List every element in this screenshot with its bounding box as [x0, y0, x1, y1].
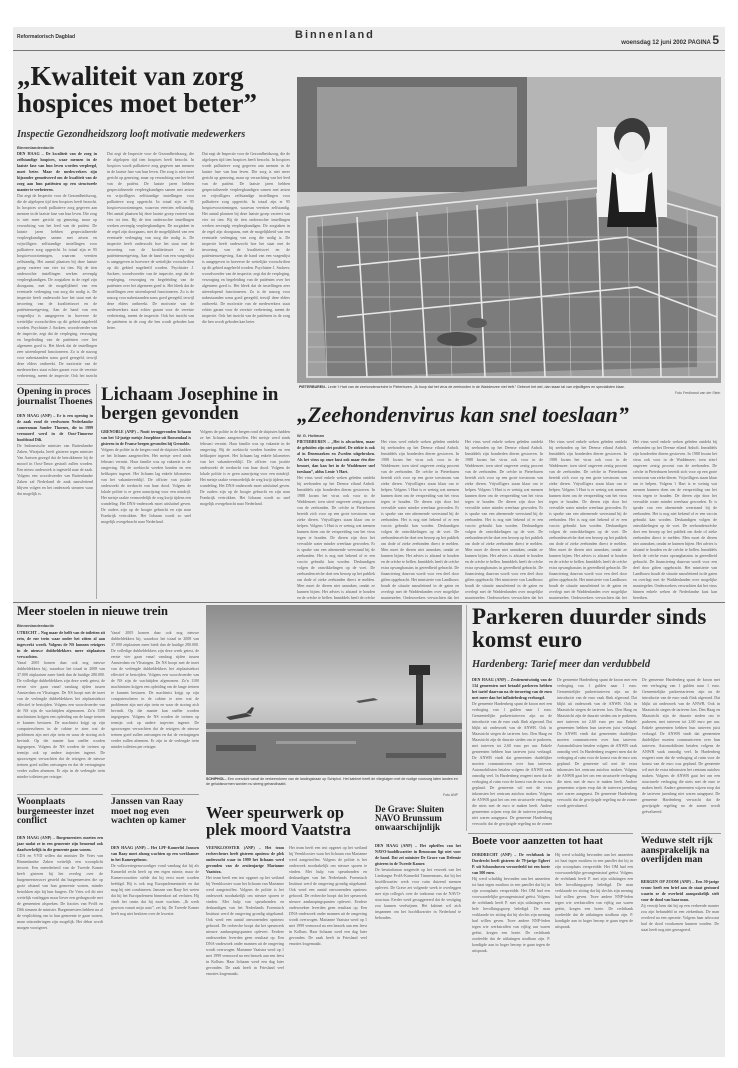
aanzetten-lead: DORDRECHT (ANP) – De rechtbank in Dordrecht heeft gisteren de 79-jarige Egbert P. uit Schoonhoven veroordeeld tot een boete van 500 euro. — [472, 852, 550, 875]
page-header — [13, 27, 725, 51]
schiphol-caption-label: SCHIPHOL — [206, 777, 225, 781]
raay-lead: DEN HAAG (ANP) – Het LPF-Kamerlid Janssen van Raay moet alsnog wachten op een werkkamer in het Kamergebouw. — [111, 845, 199, 862]
virus-text-col-3 — [465, 439, 543, 599]
virus-headline: „Zeehondenvirus kan snel toeslaan” — [297, 402, 629, 427]
raay-body: De volksvertegenwoordiger vond vandaag dat hij als Kamerlid recht heeft op een eigen ruimte, maar de Kamervoorzitter stelde dat hij eerst moet worden beëdigd. Hij is ook nog Europarlementariër en dat mag hij niet combineren. Janssen van Raay liet weten dat hij het Europarlement binnenkort zal verlaten. Hij vindt het onzin dat hij moet wachten. „Ik werk gewoon vanuit mijn auto”, zei hij. De Tweede Kamer heeft nog niet besloten over de kwestie. — [111, 863, 199, 916]
page-date: woensdag 12 juni 2002 PAGINA 5 — [621, 33, 719, 47]
parkeren-body-cont: De gemeente Hardenberg spant de kroon met een verhoging van 1 gulden naar 1 euro. Gemeentelijke parkeertarieven zijn na de introductie van de euro vaak flink afgerond. Dat blijkt uit onderzoek van de ANWB. Ook in Maastricht stegen de tarieven fors. Den Haag en Maastricht zijn de duurste steden om te parkeren, met tarieven tot 2,60 euro per uur. Enkele gemeenten hebben hun tarieven juist verlaagd. De ANWB vindt dat gemeenten duidelijker moeten communiceren over hun tarieven. Automobilisten betalen volgens de ANWB vaak onnodig veel. In Hardenberg reageert men dat de verhoging al ruim voor de komst van de euro was gepland. De gemeente wil met de extra inkomsten het centrum autoluw maken. Volgens de ANWB gaat het om een structurele verhoging die niets met de euro te maken heeft. Andere gemeenten wijzen erop dat de tarieven jarenlang niet waren aangepast. De gemeente Hardenberg verwacht dat de gewijzigde regeling na de zomer wordt geëvalueerd. — [557, 677, 637, 808]
virus-text-col-4 — [549, 439, 627, 599]
hospices-subhead: Inspectie Gezondheidszorg looft motivatie medewerkers — [17, 129, 246, 140]
seal-photo-caption-text: – Lenie 't Hart van de zeehondencrèche in Pieterburen. „Ik hoop dat het virus de zeehonden in de Waddenzee niet treft.” Gebeurt het wel, dan staan tal van vrijwilligers en specialisten klaar. — [324, 385, 625, 389]
parkeren-text-col-1 — [472, 677, 552, 827]
woonplaats-headline: Woonplaats burgemeester inzet conflict — [17, 797, 95, 826]
weduwe-rule — [641, 833, 721, 834]
weduwe-lead: BERGEN OP ZOOM (ANP) – Een 50-jarige vrouw heeft een brief aan de staat gestuurd waarin ze de overheid aansprakelijk stelt voor de dood van haar man. — [641, 879, 719, 902]
schiphol-photo-credit: Foto ANP — [443, 793, 458, 797]
josephine-body-cont: Volgens de politie in de bergen rond de skipistes hadden ze het lichaam aangetroffen. Het meisje werd sinds februari vermist. Haar familie was op vakantie in de omgeving. Bij de zoektocht werden honden en een helikopter ingezet. Het lichaam lag enkele kilometers van het vakantieverblijf. De officier van justitie onderzoekt de toedracht van haar dood. Volgens de lokale politie is er geen aanwijzing voor een misdrijf. Het meisje raakte vermoedelijk de weg kwijt tijdens een wandeling. Het DNA-onderzoek moet uitsluitsel geven. De ouders zijn op de hoogte gebracht en zijn naar Frankrijk vertrokken. Het lichaam wordt zo snel mogelijk overgebracht naar Nederland. — [200, 429, 290, 506]
virus-body-cont-2: Het virus werd enkele weken geleden ontdekt bij zeehonden op het Deense eiland Anholt. Inmiddels zijn honderden dieren gestorven. In 1988 kwam het virus ook voor in de Waddenzee; toen stierf ongeveer zestig procent van de zeehonden. De crèche in Pieterburen bereidt zich voor op een grote toestroom van zieke dieren. Vrijwilligers staan klaar om te helpen. Volgens 't Hart is er weinig wat mensen kunnen doen om de verspreiding van het virus tegen te houden. De dieren zijn door het vervuilde water minder weerbaar geworden. Er is sprake van een afnemende weerstand bij de zeehonden. Het is nog niet bekend of er een vaccin gebruikt kan worden. Deskundigen volgen de ontwikkelingen op de voet. De zeehondencrèche doet een beroep op het publiek om dode of zieke zeehonden direct te melden. Men moet de dieren niet aanraken, omdat ze kunnen bijten. Het advies is afstand te houden en de crèche te bellen. Inmiddels heeft de crèche extra opvangbassins in gereedheid gebracht. De financiering daarvan wordt voor een deel door giften opgebracht. Het ministerie van Landbouw houdt de situatie nauwlettend in de gaten en overlegt met de Waddenlanden over mogelijke maatregelen. Onderzoekers verwachten dat het — [465, 439, 543, 599]
parkeren-subhead: Hardenberg: Tarief meer dan verdubbeld — [472, 659, 651, 670]
virus-body-cont-1: Het virus werd enkele weken geleden ontdekt bij zeehonden op het Deense eiland Anholt. Inmiddels zijn honderden dieren gestorven. In 1988 kwam het virus ook voor in de Waddenzee; toen stierf ongeveer zestig procent van de zeehonden. De crèche in Pieterburen bereidt zich voor op een grote toestroom van zieke dieren. Vrijwilligers staan klaar om te helpen. Volgens 't Hart is er weinig wat mensen kunnen doen om de verspreiding van het virus tegen te houden. De dieren zijn door het vervuilde water minder weerbaar geworden. Er is sprake van een afnemende weerstand bij de zeehonden. Het is nog niet bekend of er een vaccin gebruikt kan worden. Deskundigen volgen de ontwikkelingen op de voet. De zeehondencrèche doet een beroep op het publiek om dode of zieke zeehonden direct te melden. Men moet de dieren niet aanraken, omdat ze kunnen bijten. Het advies is afstand te houden en de crèche te bellen. Inmiddels heeft de crèche extra opvangbassins in gereedheid gebracht. De financiering daarvan wordt voor een deel door giften opgebracht. Het ministerie van Landbouw houdt de situatie nauwlettend in de gaten en overlegt met de Waddenlanden over mogelijke maatregelen. Onderzoekers verwachten dat het — [381, 439, 459, 599]
stoelen-text-col-2 — [111, 630, 199, 790]
schiphol-image — [206, 605, 462, 775]
stoelen-lead: UTRECHT – Nog maar de helft van de toiletten zit erin, de ene trein waar onder het zitten al aan ingewerkt wordt. Volgens de NS kunnen reizigers in de nieuwe dubbeldekkers meer zitplaatsen verwachten. — [17, 630, 105, 659]
stoelen-headline: Meer stoelen in nieuwe trein — [17, 604, 168, 618]
thoenes-text — [17, 413, 93, 597]
seal-photo-caption-label: PIETERBUREN — [299, 385, 325, 389]
aanzetten-body-cont: Hij werd schuldig bevonden aan het aanzetten tot haat tegen moslims in een pamflet dat hij in zijn woonplaats verspreidde. Het OM had een voorwaardelijke gevangenisstraf geëist. Volgens de rechtbank heeft P. met zijn uitlatingen een hele bevolkingsgroep beledigd. De man verklaarde ter zitting dat hij slechts zijn mening had willen geven. Twee andere NNP-leden tegen wie werkstraffen van vijftig uur waren geëist, kregen een boete. De rechtbank oordeelde dat de uitlatingen strafbaar zijn. P. kondigde aan in hoger beroep te gaan tegen de uitspraak. — [555, 852, 633, 929]
parkeren-text-col-3 — [642, 677, 720, 827]
navo-headline: De Grave: Sluiten NAVO Brunssum onwaarschijnlijk — [375, 804, 444, 832]
virus-byline: W. G. Holtman — [297, 433, 325, 438]
hospices-headline: „Kwaliteit van zorg hospices moet beter” — [17, 61, 257, 118]
thoenes-rule — [17, 384, 89, 385]
schiphol-caption-text: – Een overzicht vanaf de verkeerstoren van de landingsbaan op Schiphol. Het kabinet heeft de vliegtuigen met de nodige voorzorg laten landen en de geluidsnormen worden nu streng gehandhaafd. — [206, 777, 458, 786]
woonplaats-body: CDA en VVD willen dat minister De Vries van Binnenlandse Zaken wettelijk een woonplicht invoert. Een meerderheid van de Tweede Kamer heeft gisteren bij het overleg over de burgemeesterswet gesteld dat burgemeesters die op grote afstand van hun gemeente wonen, minder betrokken zijn bij hun burgers. De Vries wil dit niet wettelijk vastleggen maar liever een gedragscode met de gemeenten afspreken. De fracties van PvdA en D66 steunen de minister. Burgemeesters hebben nu al de verplichting om in hun gemeente te gaan wonen, maar uitzonderingen zijn mogelijk. Het debat wordt morgen voortgezet. — [17, 853, 103, 930]
stoelen-text-col-1 — [17, 630, 105, 790]
raay-text — [111, 845, 199, 1053]
virus-text-col-5 — [633, 439, 717, 599]
virus-body-cont-3: Het virus werd enkele weken geleden ontdekt bij zeehonden op het Deense eiland Anholt. Inmiddels zijn honderden dieren gestorven. In 1988 kwam het virus ook voor in de Waddenzee; toen stierf ongeveer zestig procent van de zeehonden. De crèche in Pieterburen bereidt zich voor op een grote toestroom van zieke dieren. Vrijwilligers staan klaar om te helpen. Volgens 't Hart is er weinig wat mensen kunnen doen om de verspreiding van het virus tegen te houden. De dieren zijn door het vervuilde water minder weerbaar geworden. Er is sprake van een afnemende weerstand bij de zeehonden. Het is nog niet bekend of er een vaccin gebruikt kan worden. Deskundigen volgen de ontwikkelingen op de voet. De zeehondencrèche doet een beroep op het publiek om dode of zieke zeehonden direct te melden. Men moet de dieren niet aanraken, omdat ze kunnen bijten. Het advies is afstand te houden en de crèche te bellen. Inmiddels heeft de crèche extra opvangbassins in gereedheid gebracht. De financiering daarvan wordt voor een deel door giften opgebracht. Het ministerie van Landbouw houdt de situatie nauwlettend in de gaten en overlegt met de Waddenlanden over mogelijke maatregelen. Onderzoekers verwachten dat het — [549, 439, 627, 599]
virus-text-col-2 — [381, 439, 459, 599]
header-rule — [13, 50, 725, 51]
woonplaats-lead: DEN HAAG (ANP) – Burgemeesters moeten een jaar nadat ze in een gemeente zijn benoemd ook daadwerkelijk in die gemeente gaan wonen. — [17, 835, 103, 852]
raay-rule — [111, 794, 199, 795]
thoenes-body: De Indonesische minister van Buitenlandse Zaken, Wirajuda, heeft gisteren tegen minister Van Aartsen gezegd dat de betrokkenen bij de moord in Oost-Timor gestraft zullen worden. Een nieuw onderzoek is ingesteld naar de zaak. Volgens een woordvoerder van Buitenlandse Zaken zal Nederland de zaak nauwlettend blijven volgen en het onderzoek steunen waar dat mogelijk is. — [17, 443, 93, 496]
mid-page-rule — [13, 602, 725, 603]
hospices-text-col-1 — [17, 151, 97, 379]
seal-creche-image — [297, 77, 721, 383]
navo-text — [375, 843, 461, 1053]
stoelen-body: Vanaf 2005 komen daar ook nog nieuwe dubbeldekkers bij, waardoor het totaal in 2008 van 37.000 zitplaatsen meer biedt dan de huidige 280.000. De volledige dubbeldekkers zijn deze week getest, de eerste vier gaan vanaf vandaag rijden tussen Amsterdam en Vlissingen. De NS hoopt met de inzet van de verlengde dubbeldekkers het zitplaatstekort effectief te bestrijden. Volgens een woordvoerder van de NS zijn de wachttijden afgenomen. Zo'n 1100 machinisten krijgen een opleiding om de lange treinen te kunnen besturen. De machinist krijgt op zijn computerscherm in de cabine te zien wat de problemen zijn met zijn trein en waar de storing zich bevindt. Op die manier kan sneller worden ingegrepen. Volgens de NS worden de treinen op termijn ook op andere trajecten ingezet. De spoorwegen verwachten dat de reizigers de nieuwe treinen goed zullen ontvangen en dat de vertragingen verder zullen afnemen. Er zijn in de verlengde trein minder toiletten per reiziger. — [17, 660, 105, 779]
woonplaats-rule — [17, 794, 103, 795]
aanzetten-rule — [468, 833, 633, 834]
parkeren-text-col-2 — [557, 677, 637, 827]
hospices-body-cont: Dat zegt de Inspectie voor de Gezondheidszorg, die de afgelopen tijd tien hospices heeft bezocht. In hospices wordt palliatieve zorg gegeven aan mensen in de laatste fase van hun leven. Die zorg is niet meer gericht op genezing, maar op verzachting van het leed van de patiënt. De laatste jaren hebben gespecialiseerde verpleegkundigen samen met artsen en vrijwilligers zelfstandige instellingen voor palliatieve zorg opgericht. In totaal zijn er 95 hospicevoorzieningen, waarvan veertien zelfstandig. Het aantal plaatsen bij deze laatste groep varieert van vier tot tien. Bij de tien onderzochte instellingen werken zevenplg verpleegkundigen. De zorgtaken in de regel zijn doorgaans, met de mogelijkheid van een eventuele verlenging van zorg die nodig is. De inspectie heeft onderzocht hoe het staat met de invoering van de kwaliteitswet en de patiëntenwetgeving. Aan de hand van een vragenlijst is aangegeven in hoeverre de wettelijke voorschriften op dit gebied nageleefd worden. Psychiater J. Sackeer, woordvoerder van de inspectie, zegt dat de verpleging, verzorging en begeleiding van de patiënten over het algemeen goed is. Het bleek dat de instellingen zeer uiteenlopend functioneren. Zo is de nazorg voor nabestaanden soms goed geregeld, terwijl deze elders ontbreekt. De motivatie van de medewerkers staat echter garant voor de vereiste verbetering, meent de inspectie. Ook het inzicht van de patiënten in de zorg die hen wordt geboden kan beter. — [107, 151, 194, 330]
hospices-text-col-3 — [202, 151, 290, 379]
aanzetten-body: Hij werd schuldig bevonden aan het aanzetten tot haat tegen moslims in een pamflet dat hij in zijn woonplaats verspreidde. Het OM had een voorwaardelijke gevangenisstraf geëist. Volgens de rechtbank heeft P. met zijn uitlatingen een hele bevolkingsgroep beledigd. De man verklaarde ter zitting dat hij slechts zijn mening had willen geven. Twee andere NNP-leden tegen wie werkstraffen van vijftig uur waren geëist, kregen een boete. De rechtbank oordeelde dat de uitlatingen strafbaar zijn. P. kondigde aan in hoger beroep te gaan tegen de uitspraak. — [472, 876, 550, 953]
raay-headline: Janssen van Raay moet nog even wachten op kamer — [111, 797, 186, 826]
hospices-byline: Binnenlandredactie — [17, 145, 55, 150]
vaatstra-headline: Weer speurwerk op plek moord Vaatstra — [206, 803, 351, 839]
josephine-text-col-2 — [200, 429, 290, 599]
vaatstra-lead: VEENKLOOSTER (ANP) – Het team rechercheurs heeft gisteren opnieuw de plek onderzocht waar in 1999 het lichaam werd gevonden van de zestienjarige Marianne Vaatstra. — [206, 845, 284, 874]
seal-photo-caption — [299, 385, 679, 397]
page-number: 5 — [712, 33, 719, 47]
navo-body: De bewindsman reageerde op het verzoek van het Limburgse PvdA-Kamerlid Timmermans, dat bij het hoofdkwartier werk voor ruim duizend mensen oplevert. De Grave zei volgende week te overleggen met zijn collega's over de toekomst van de NAVO-structuur. Eerder werd gesuggereerd dat de vestiging zou kunnen verdwijnen. Het kabinet wil zich inspannen om het hoofdkwartier in Nederland te behouden. — [375, 867, 461, 920]
virus-body: Het virus werd enkele weken geleden ontdekt bij zeehonden op het Deense eiland Anholt. Inmiddels zijn honderden dieren gestorven. In 1988 kwam het virus ook voor in de Waddenzee; toen stierf ongeveer zestig procent van de zeehonden. De crèche in Pieterburen bereidt zich voor op een grote toestroom van zieke dieren. Vrijwilligers staan klaar om te helpen. Volgens 't Hart is er weinig wat mensen kunnen doen om de verspreiding van het virus tegen te houden. De dieren zijn door het vervuilde water minder weerbaar geworden. Er is sprake van een afnemende weerstand bij de zeehonden. Het is nog niet bekend of er een vaccin gebruikt kan worden. Deskundigen volgen de ontwikkelingen op de voet. De zeehondencrèche doet een beroep op het publiek om dode of zieke zeehonden direct te melden. Men moet de dieren niet aanraken, omdat ze kunnen bijten. Het advies is afstand te houden en de crèche te bellen. Inmiddels heeft de crèche — [297, 475, 375, 599]
stoelen-body-cont: Vanaf 2005 komen daar ook nog nieuwe dubbeldekkers bij, waardoor het totaal in 2008 van 37.000 zitplaatsen meer biedt dan de huidige 280.000. De volledige dubbeldekkers zijn deze week getest, de eerste vier gaan vanaf vandaag rijden tussen Amsterdam en Vlissingen. De NS hoopt met de inzet van de verlengde dubbeldekkers het zitplaatstekort effectief te bestrijden. Volgens een woordvoerder van de NS zijn de wachttijden afgenomen. Zo'n 1100 machinisten krijgen een opleiding om de lange treinen te kunnen besturen. De machinist krijgt op zijn computerscherm in de cabine te zien wat de problemen zijn met zijn trein en waar de storing zich bevindt. Op die manier kan sneller worden ingegrepen. Volgens de NS worden de treinen op termijn ook op andere trajecten ingezet. De spoorwegen verwachten dat de reizigers de nieuwe treinen goed zullen ontvangen en dat de vertragingen verder zullen afnemen. Er zijn in de verlengde trein minder toiletten per reiziger. — [111, 630, 199, 749]
josephine-lead: GRENOBLE (ANP) – Nooit teruggevonden lichaam van het 14-jarige meisje Josephine uit Roosendaal is gisteren in de Franse bergen gevonden bij Grenoble. — [101, 429, 191, 446]
josephine-body: Volgens de politie in de bergen rond de skipistes hadden ze het lichaam aangetroffen. Het meisje werd sinds februari vermist. Haar familie was op vakantie in de omgeving. Bij de zoektocht werden honden en een helikopter ingezet. Het lichaam lag enkele kilometers van het vakantieverblijf. De officier van justitie onderzoekt de toedracht van haar dood. Volgens de lokale politie is er geen aanwijzing voor een misdrijf. Het meisje raakte vermoedelijk de weg kwijt tijdens een wandeling. Het DNA-onderzoek moet uitsluitsel geven. De ouders zijn op de hoogte gebracht en zijn naar Frankrijk vertrokken. Het lichaam wordt zo snel mogelijk overgebracht naar Nederland. — [101, 447, 191, 524]
stoelen-byline: Binnenlandredactie — [17, 623, 55, 628]
hospices-text-col-2 — [107, 151, 194, 379]
parkeren-body-cont-2: De gemeente Hardenberg spant de kroon met een verhoging van 1 gulden naar 1 euro. Gemeentelijke parkeertarieven zijn na de introductie van de euro vaak flink afgerond. Dat blijkt uit onderzoek van de ANWB. Ook in Maastricht stegen de tarieven fors. Den Haag en Maastricht zijn de duurste steden om te parkeren, met tarieven tot 2,60 euro per uur. Enkele gemeenten hebben hun tarieven juist verlaagd. De ANWB vindt dat gemeenten duidelijker moeten communiceren over hun tarieven. Automobilisten betalen volgens de ANWB vaak onnodig veel. In Hardenberg reageert men dat de verhoging al ruim voor de komst van de euro was gepland. De gemeente wil met de extra inkomsten het centrum autoluw maken. Volgens de ANWB gaat het om een structurele verhoging die niets met de euro te maken heeft. Andere gemeenten wijzen erop dat de tarieven jarenlang niet waren aangepast. De gemeente Hardenberg verwacht dat de gewijzigde regeling na de zomer wordt geëvalueerd. — [642, 677, 720, 814]
vaatstra-text-col-2 — [289, 845, 367, 1053]
seal-creche-photo — [297, 77, 721, 383]
josephine-text-col-1 — [101, 429, 191, 599]
vaatstra-body: Het team heeft een test opgezet op het weiland bij Veenklooster waar het lichaam van Marianne werd aangetroffen. Volgens de politie is het onderzoek noodzakelijk om nieuwe sporen te vinden. Met hulp van speurhonden en deskundigen van het Nederlands Forensisch Instituut werd de omgeving grondig uitgekamd. Ook werd een aantal omwonenden opnieuw gehoord. De recherche hoopt dat het speurwerk nieuwe aanknopingspunten oplevert. Eerdere onderzoeken leverden geen resultaat op. Een DNA-onderzoek onder mannen uit de omgeving wordt overwogen. Marianne Vaatstra werd op 1 mei 1999 vermoord na een bezoek aan een feest in Kollum. Haar lichaam werd een dag later gevonden. De zaak heeft in Friesland veel emoties losgemaakt. — [206, 875, 284, 976]
virus-text-col-1 — [297, 439, 375, 599]
vaatstra-body-cont: Het team heeft een test opgezet op het weiland bij Veenklooster waar het lichaam van Marianne werd aangetroffen. Volgens de politie is het onderzoek noodzakelijk om nieuwe sporen te vinden. Met hulp van speurhonden en deskundigen van het Nederlands Forensisch Instituut werd de omgeving grondig uitgekamd. Ook werd een aantal omwonenden opnieuw gehoord. De recherche hoopt dat het speurwerk nieuwe aanknopingspunten oplevert. Eerdere onderzoeken leverden geen resultaat op. Een DNA-onderzoek onder mannen uit de omgeving wordt overwogen. Marianne Vaatstra werd op 1 mei 1999 vermoord na een bezoek aan een feest in Kollum. Haar lichaam werd een dag later gevonden. De zaak heeft in Friesland veel emoties losgemaakt. — [289, 845, 367, 946]
parkeren-lead: DEN HAAG (ANP) – Zestienentwintig van de 134 gemeenten met betaald parkeren hebben het tarief daarvan na de invoering van de euro met meer dan het inflatiebedrag verhoogd. — [472, 677, 552, 700]
section-title: Binnenland — [295, 29, 375, 41]
column-divider-1 — [96, 384, 97, 599]
thoenes-headline: Opening in proces journalist Thoenes — [17, 387, 93, 407]
hospices-lead: DEN HAAG – De kwaliteit van de zorg in zelfstandige hospices, waar mensen in de laatste fase van hun leven worden verpleegd, moet beter. Maar de medewerkers zijn bijzonder gemotiveerd om de kwaliteit van de zorg aan hun patiënten op een structurele manier te verbeteren. — [17, 151, 97, 192]
schiphol-photo — [206, 605, 462, 775]
navo-lead: DEN HAAG (ANP) – Het opheffen van het NAVO-hoofdkwartier in Brunssum ligt niet voor de hand. Dat zei minister De Grave van Defensie gisteren in de Tweede Kamer. — [375, 843, 461, 866]
weduwe-headline: Weduwe stelt rijk aansprakelijk na overlijden man — [641, 836, 713, 865]
weduwe-text — [641, 879, 719, 1053]
newspaper-name: Reformatorisch Dagblad — [17, 34, 76, 40]
parkeren-headline: Parkeren duurder sinds komst euro — [472, 604, 707, 652]
hospices-body-cont-2: Dat zegt de Inspectie voor de Gezondheidszorg, die de afgelopen tijd tien hospices heeft bezocht. In hospices wordt palliatieve zorg gegeven aan mensen in de laatste fase van hun leven. Die zorg is niet meer gericht op genezing, maar op verzachting van het leed van de patiënt. De laatste jaren hebben gespecialiseerde verpleegkundigen samen met artsen en vrijwilligers zelfstandige instellingen voor palliatieve zorg opgericht. In totaal zijn er 95 hospicevoorzieningen, waarvan veertien zelfstandig. Het aantal plaatsen bij deze laatste groep varieert van vier tot tien. Bij de tien onderzochte instellingen werken zevenplg verpleegkundigen. De zorgtaken in de regel zijn doorgaans, met de mogelijkheid van een eventuele verlenging van zorg die nodig is. De inspectie heeft onderzocht hoe het staat met de invoering van de kwaliteitswet en de patiëntenwetgeving. Aan de hand van een vragenlijst is aangegeven in hoeverre de wettelijke voorschriften op dit gebied nageleefd worden. Psychiater J. Sackeer, woordvoerder van de inspectie, zegt dat de verpleging, verzorging en begeleiding van de patiënten over het algemeen goed is. Het bleek dat de instellingen zeer uiteenlopend functioneren. Zo is de nazorg voor nabestaanden soms goed geregeld, terwijl deze elders ontbreekt. De motivatie van de medewerkers staat echter garant voor de vereiste verbetering, meent de inspectie. Ook het inzicht van de patiënten in de zorg die hen wordt geboden kan beter. — [202, 151, 290, 324]
josephine-headline: Lichaam Josephine in bergen gevonden — [101, 384, 279, 424]
virus-lead: PIETERBUREN – „Het is afwachten, maar de geluiden zijn niet positief. De ziekte is ook al in Denemarken en Zweden uitgebroken. Als het virus op onze kust ook maar één dier besmet, dan kan het in de Waddenzee snel toeslaan”, aldus Lenie 't Hart. — [297, 439, 375, 474]
woonplaats-text — [17, 835, 103, 1053]
seal-photo-credit: Foto Ferdinand van der Stein — [675, 391, 721, 395]
newspaper-page — [13, 27, 725, 1057]
hospices-body: Dat zegt de Inspectie voor de Gezondheidszorg, die de afgelopen tijd tien hospices heeft bezocht. In hospices wordt palliatieve zorg gegeven aan mensen in de laatste fase van hun leven. Die zorg is niet meer gericht op genezing, maar op verzachting van het leed van de patiënt. De laatste jaren hebben gespecialiseerde verpleegkundigen samen met artsen en vrijwilligers zelfstandige instellingen voor palliatieve zorg opgericht. In totaal zijn er 95 hospicevoorzieningen, waarvan veertien zelfstandig. Het aantal plaatsen bij deze laatste groep varieert van vier tot tien. Bij de tien onderzochte instellingen werken zevenplg verpleegkundigen. De zorgtaken in de regel zijn doorgaans, met de mogelijkheid van een eventuele verlenging van zorg die nodig is. De inspectie heeft onderzocht hoe het staat met de invoering van de kwaliteitswet en de patiëntenwetgeving. Aan de hand van een vragenlijst is aangegeven in hoeverre de wettelijke voorschriften op dit gebied nageleefd worden. Psychiater J. Sackeer, woordvoerder van de inspectie, zegt dat de verpleging, verzorging en begeleiding van de patiënten over het algemeen goed is. Het bleek dat de instellingen zeer uiteenlopend functioneren. Zo is de nazorg voor nabestaanden soms goed geregeld, terwijl deze elders ontbreekt. De motivatie van de medewerkers staat echter garant voor de vereiste verbetering, meent de inspectie. Ook het inzicht — [17, 193, 97, 378]
aanzetten-text-col-1 — [472, 852, 550, 1052]
aanzetten-text-col-2 — [555, 852, 633, 1052]
vaatstra-text-col-1 — [206, 845, 284, 1053]
aanzetten-headline: Boete voor aanzetten tot haat — [472, 836, 604, 847]
weduwe-body: Zij verwijt hem dat hij op een verkeerde manier zou zijn behandeld in een ziekenhuis. De man overleed na een operatie. Volgens haar advocaat had de dood voorkomen kunnen worden. De staat heeft nog niet gereageerd. — [641, 903, 719, 932]
parkeren-body: De gemeente Hardenberg spant de kroon met een verhoging van 1 gulden naar 1 euro. Gemeentelijke parkeertarieven zijn na de introductie van de euro vaak flink afgerond. Dat blijkt uit onderzoek van de ANWB. Ook in Maastricht stegen de tarieven fors. Den Haag en Maastricht zijn de duurste steden om te parkeren, met tarieven tot 2,60 euro per uur. Enkele gemeenten hebben hun tarieven juist verlaagd. De ANWB vindt dat gemeenten duidelijker moeten communiceren over hun tarieven. Automobilisten betalen volgens de ANWB vaak onnodig veel. In Hardenberg reageert men dat de verhoging al ruim voor de komst van de euro was gepland. De gemeente wil met de extra inkomsten het centrum autoluw maken. Volgens de ANWB gaat het om een structurele verhoging die niets met de euro te maken heeft. Andere gemeenten wijzen erop dat de tarieven jarenlang niet waren aangepast. De gemeente Hardenberg verwacht dat de gewijzigde regeling na de zomer — [472, 701, 552, 826]
virus-body-cont-4: Het virus werd enkele weken geleden ontdekt bij zeehonden op het Deense eiland Anholt. Inmiddels zijn honderden dieren gestorven. In 1988 kwam het virus ook voor in de Waddenzee; toen stierf ongeveer zestig procent van de zeehonden. De crèche in Pieterburen bereidt zich voor op een grote toestroom van zieke dieren. Vrijwilligers staan klaar om te helpen. Volgens 't Hart is er weinig wat mensen kunnen doen om de verspreiding van het virus tegen te houden. De dieren zijn door het vervuilde water minder weerbaar geworden. Er is sprake van een afnemende weerstand bij de zeehonden. Het is nog niet bekend of er een vaccin gebruikt kan worden. Deskundigen volgen de ontwikkelingen op de voet. De zeehondencrèche doet een beroep op het publiek om dode of zieke zeehonden direct te melden. Men moet de dieren niet aanraken, omdat ze kunnen bijten. Het advies is afstand te houden en de crèche te bellen. Inmiddels heeft de crèche extra opvangbassins in gereedheid gebracht. De financiering daarvan wordt voor een deel door giften opgebracht. Het ministerie van Landbouw houdt de situatie nauwlettend in de gaten en overlegt met de Waddenlanden over mogelijke maatregelen. Onderzoekers verwachten dat het virus binnen enkele weken de Nederlandse kust kan bereiken. — [633, 439, 717, 599]
column-divider-2 — [466, 605, 467, 831]
thoenes-lead: DEN HAAG (ANP) – Er is een opening in de zaak rond de verdwenen Nederlandse cameraman Sander Thoenes, die in 1999 vermoord werd in de Oost-Timorese hoofdstad Dili. — [17, 413, 93, 442]
schiphol-caption — [206, 777, 462, 799]
